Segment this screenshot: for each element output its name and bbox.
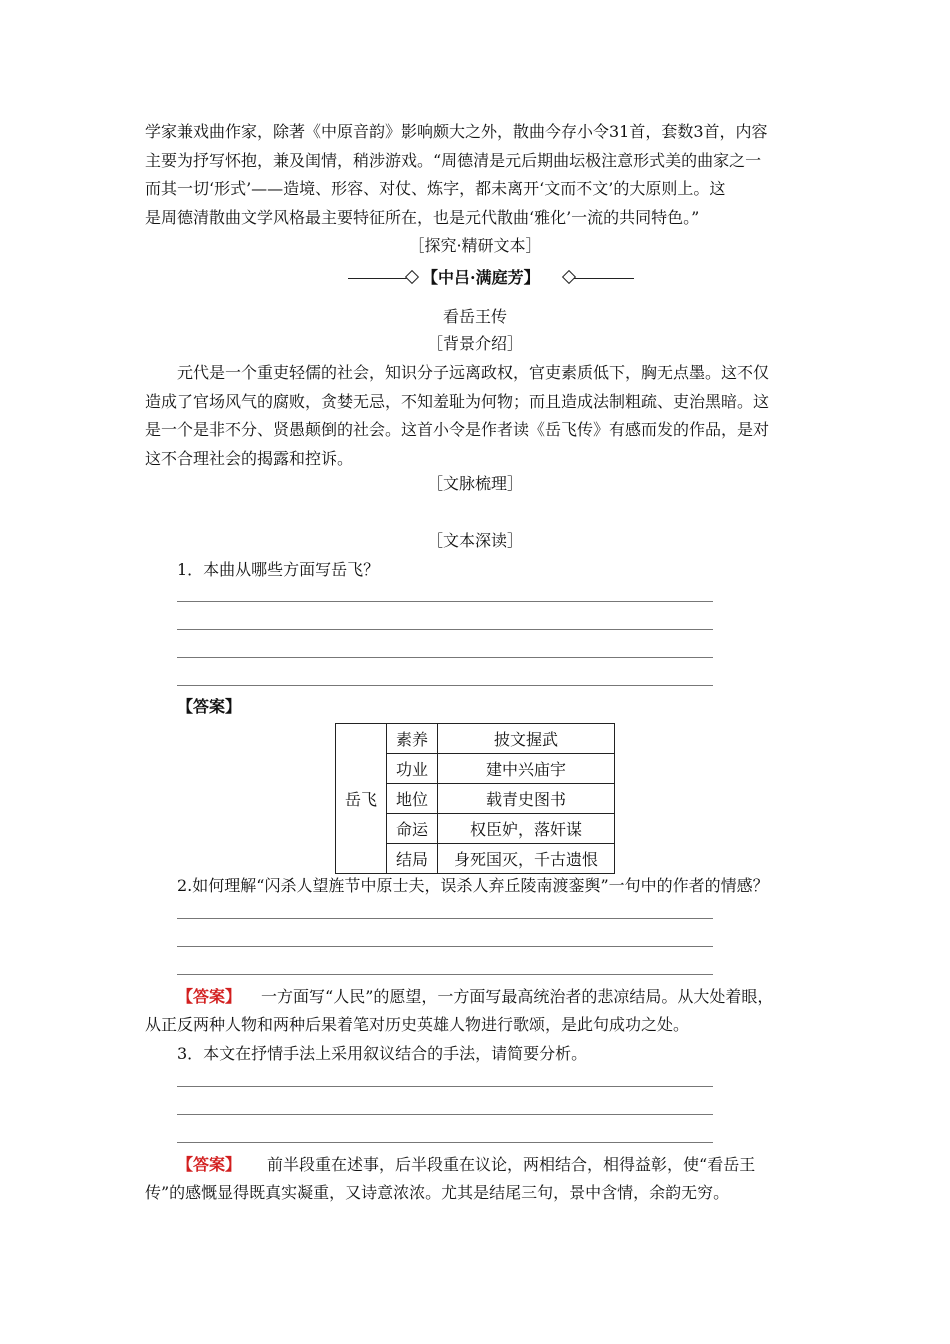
table-aspect: 地位 bbox=[387, 784, 438, 814]
background-heading: ［背景介绍］ bbox=[426, 334, 523, 353]
answer-blank-line bbox=[177, 946, 713, 947]
table-content: 权臣妒，落奸谋 bbox=[438, 814, 615, 844]
background-line-2: 造成了官场风气的腐败，贪婪无忌，不知羞耻为何物；而且造成法制粗疏、吏治黑暗。这 bbox=[145, 392, 770, 411]
diamond-left-icon bbox=[405, 270, 419, 284]
answer-blank-line bbox=[177, 1114, 713, 1115]
table-aspect: 功业 bbox=[387, 754, 438, 784]
question-3: 3．本文在抒情手法上采用叙议结合的手法，请简要分析。 bbox=[177, 1044, 588, 1063]
answer-blank-line bbox=[177, 629, 713, 630]
answer-blank-line bbox=[177, 918, 713, 919]
answer-blank-line bbox=[177, 1142, 713, 1143]
table-content: 建中兴庙宇 bbox=[438, 754, 615, 784]
answer-blank-line bbox=[177, 601, 713, 602]
answer-3-second-line: 传”的感慨显得既真实凝重，又诗意浓浓。尤其是结尾三句，景中含情，余韵无穷。 bbox=[145, 1183, 730, 1202]
table-aspect: 结局 bbox=[387, 844, 438, 874]
table-subject: 岳飞 bbox=[336, 724, 387, 874]
background-line-4: 这不合理社会的揭露和控诉。 bbox=[145, 449, 354, 468]
background-line-1: 元代是一个重吏轻儒的社会，知识分子远离政权，官吏素质低下，胸无点墨。这不仅 bbox=[177, 363, 770, 382]
piece-title: 【中吕·满庭芳】 bbox=[422, 268, 540, 287]
answer-label: 【答案】 bbox=[177, 697, 242, 716]
answer-2-first-line bbox=[177, 987, 773, 1007]
answer-label: 【答案】 bbox=[177, 987, 242, 1006]
question-2: 2.如何理解“闪杀人望旌节中原士夫，误杀人弃丘陵南渡銮舆”一句中的作者的情感？ bbox=[177, 876, 769, 895]
title-rule-right bbox=[574, 278, 634, 279]
answer-blank-line bbox=[177, 685, 713, 686]
answer-3-text: 前半段重在述事，后半段重在议论，两相结合，相得益彰，使“看岳王 bbox=[267, 1155, 756, 1174]
section-heading-explore: ［探究·精研文本］ bbox=[408, 236, 542, 255]
answer-blank-line bbox=[177, 974, 713, 975]
poem-title: 看岳王传 bbox=[442, 307, 507, 326]
intro-line-4: 是周德清散曲文学风格最主要特征所在，也是元代散曲‘雅化’一流的共同特色。” bbox=[145, 208, 700, 227]
deep-reading-heading: ［文本深读］ bbox=[426, 531, 523, 550]
intro-line-2: 主要为抒写怀抱，兼及闺情，稍涉游戏。“周德清是元后期曲坛极注意形式美的曲家之一 bbox=[145, 151, 762, 170]
answer-2-second-line: 从正反两种人物和两种后果着笔对历史英雄人物进行歌颂，是此句成功之处。 bbox=[145, 1015, 690, 1034]
intro-line-3: 而其一切‘形式’——造境、形容、对仗、炼字，都未离开‘文而不文’的大原则上。这 bbox=[145, 179, 726, 198]
table-aspect: 命运 bbox=[387, 814, 438, 844]
answer-blank-line bbox=[177, 657, 713, 658]
intro-line-1: 学家兼戏曲作家，除著《中原音韵》影响颇大之外，散曲今存小令31首，套数3首，内容 bbox=[145, 122, 768, 141]
answer-2-text: 一方面写“人民”的愿望，一方面写最高统治者的悲凉结局。从大处着眼， bbox=[261, 987, 774, 1006]
answer-label: 【答案】 bbox=[177, 1155, 242, 1174]
yuefei-answer-table bbox=[335, 723, 615, 874]
title-rule-left bbox=[348, 278, 408, 279]
answer-blank-line bbox=[177, 1086, 713, 1087]
structure-heading: ［文脉梳理］ bbox=[426, 474, 523, 493]
answer-3-first-line bbox=[177, 1155, 755, 1175]
table-aspect: 素养 bbox=[387, 724, 438, 754]
diamond-right-icon bbox=[562, 270, 576, 284]
table-content: 披文握武 bbox=[438, 724, 615, 754]
table-content: 身死国灭，千古遗恨 bbox=[438, 844, 615, 874]
background-line-3: 是一个是非不分、贤愚颠倒的社会。这首小令是作者读《岳飞传》有感而发的作品，是对 bbox=[145, 420, 770, 439]
question-1: 1．本曲从哪些方面写岳飞？ bbox=[177, 560, 380, 579]
table-content: 载青史图书 bbox=[438, 784, 615, 814]
